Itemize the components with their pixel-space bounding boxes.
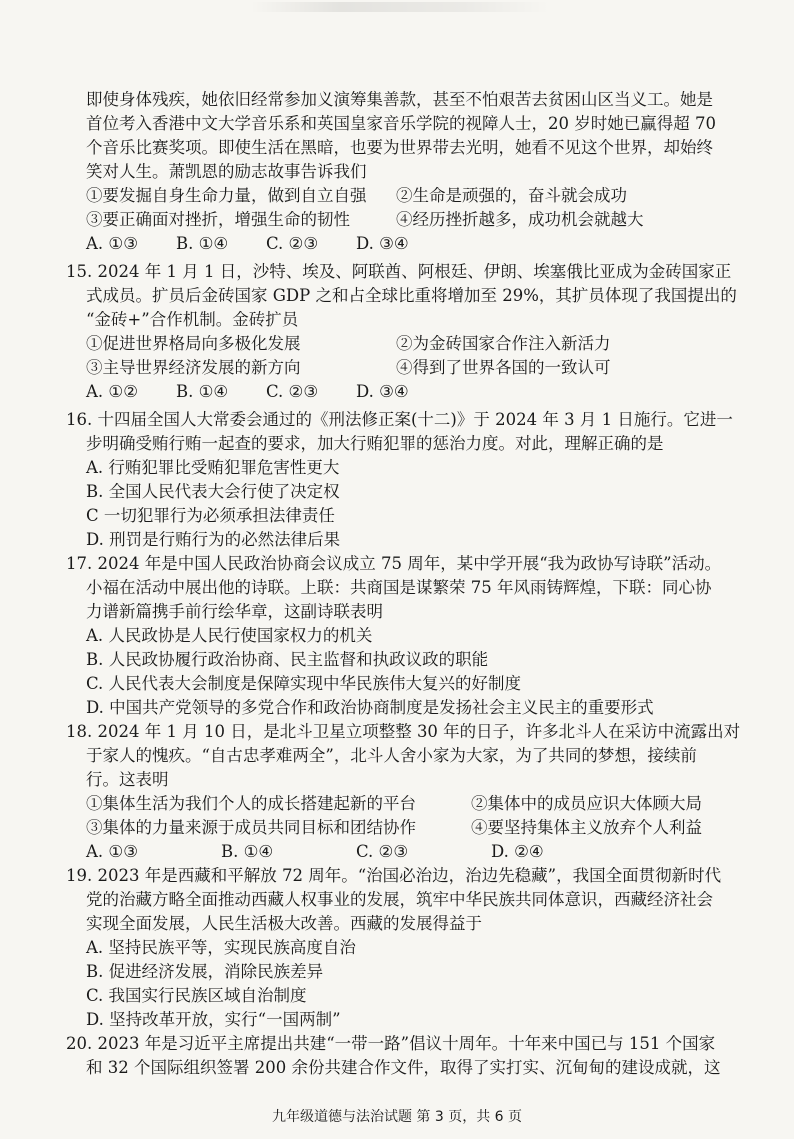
q18-choice-c[interactable]: C. ②③ bbox=[356, 842, 409, 861]
q18-choice-b[interactable]: B. ①④ bbox=[221, 842, 274, 861]
intro-line: 首位考入香港中文大学音乐系和英国皇家音乐学院的视障人士，20 岁时她已赢得超 70 bbox=[86, 114, 716, 133]
page-content bbox=[66, 88, 746, 1080]
q15-choice-d[interactable]: D. ③④ bbox=[356, 382, 409, 401]
q18-choice-d[interactable]: D. ②④ bbox=[491, 842, 544, 861]
q15-choice-b[interactable]: B. ①④ bbox=[176, 382, 229, 401]
q19-stem: 党的治藏方略全面推动西藏人权事业的发展，筑牢中华民族共同体意识，西藏经济社会 bbox=[86, 890, 713, 909]
q16-option-c[interactable]: C 一切犯罪行为必须承担法律责任 bbox=[86, 506, 335, 525]
q20-stem: 和 32 个国际组织签署 200 余份共建合作文件，取得了实打实、沉甸甸的建设成就，这 bbox=[86, 1058, 721, 1077]
q14-choice-a[interactable]: A. ①③ bbox=[86, 234, 138, 253]
q16-option-d[interactable]: D. 刑罚是行贿行为的必然法律后果 bbox=[86, 530, 341, 549]
intro-line: 笑对人生。萧凯恩的励志故事告诉我们 bbox=[86, 162, 367, 181]
q18-option: ③集体的力量来源于成员共同目标和团结协作 bbox=[86, 818, 416, 837]
intro-line: 个音乐比赛奖项。即使生活在黑暗，也要为世界带去光明，她看不见这个世界，却始终 bbox=[86, 138, 713, 157]
q17-stem: 小福在活动中展出他的诗联。上联：共商国是谋繁荣 75 年风雨铸辉煌，下联：同心协 bbox=[86, 578, 712, 597]
q18-options-row bbox=[86, 792, 746, 816]
q18-option: ①集体生活为我们个人的成长搭建起新的平台 bbox=[86, 794, 416, 813]
q16-option-b[interactable]: B. 全国人民代表大会行使了决定权 bbox=[86, 482, 340, 501]
q14-choice-c[interactable]: C. ②③ bbox=[266, 234, 319, 253]
q15-stem: 式成员。扩员后金砖国家 GDP 之和占全球比重将增加至 29%，其扩员体现了我国提出的 bbox=[86, 286, 737, 305]
q17-stem: 力谱新篇携手前行绘华章，这副诗联表明 bbox=[86, 602, 383, 621]
scan-artifact bbox=[250, 2, 550, 12]
q14-option: ①要发掘自身生命力量，做到自立自强 bbox=[86, 186, 367, 205]
q19-option-a[interactable]: A. 坚持民族平等，实现民族高度自治 bbox=[86, 938, 356, 957]
q14-option: ③要正确面对挫折，增强生命的韧性 bbox=[86, 210, 350, 229]
q17-option-a[interactable]: A. 人民政协是人民行使国家权力的机关 bbox=[86, 626, 373, 645]
q14-options-row bbox=[86, 184, 746, 208]
q17-stem: 17. 2024 年是中国人民政治协商会议成立 75 周年，某中学开展“我为政协写诗联”活动。 bbox=[66, 554, 722, 573]
intro-line: 即使身体残疾，她依旧经常参加义演筹集善款，甚至不怕艰苦去贫困山区当义工。她是 bbox=[86, 90, 713, 109]
q18-options-row bbox=[86, 816, 746, 840]
q17-option-b[interactable]: B. 人民政协履行政治协商、民主监督和执政议政的职能 bbox=[86, 650, 489, 669]
q15-stem: “金砖+”合作机制。金砖扩员 bbox=[86, 310, 299, 329]
q18-stem: 行。这表明 bbox=[86, 770, 169, 789]
q14-choice-b[interactable]: B. ①④ bbox=[176, 234, 229, 253]
q19-option-b[interactable]: B. 促进经济发展，消除民族差异 bbox=[86, 962, 324, 981]
q15-option: ④得到了世界各国的一致认可 bbox=[396, 358, 611, 377]
q15-choice-c[interactable]: C. ②③ bbox=[266, 382, 319, 401]
q19-option-c[interactable]: C. 我国实行民族区域自治制度 bbox=[86, 986, 307, 1005]
q19-stem: 19. 2023 年是西藏和平解放 72 周年。“治国必治边，治边先稳藏”，我国全面贯彻新时代 bbox=[66, 866, 722, 885]
q15-options-row bbox=[86, 356, 746, 380]
q18-stem: 18. 2024 年 1 月 10 日，是北斗卫星立项整整 30 年的日子，许多北斗人在采访中流露出对 bbox=[66, 722, 741, 741]
q15-option: ②为金砖国家合作注入新活力 bbox=[396, 334, 611, 353]
q14-choices bbox=[86, 232, 746, 256]
q17-option-c[interactable]: C. 人民代表大会制度是保障实现中华民族伟大复兴的好制度 bbox=[86, 674, 522, 693]
q15-stem: 15. 2024 年 1 月 1 日，沙特、埃及、阿联酋、阿根廷、伊朗、埃塞俄比亚成为金砖国家正 bbox=[66, 262, 732, 281]
q18-option: ②集体中的成员应识大体顾大局 bbox=[471, 794, 702, 813]
q15-options-row bbox=[86, 332, 746, 356]
q15-option: ③主导世界经济发展的新方向 bbox=[86, 358, 301, 377]
q20-stem: 20. 2023 年是习近平主席提出共建“一带一路”倡议十周年。十年来中国已与 151 个国家 bbox=[66, 1034, 716, 1053]
q14-choice-d[interactable]: D. ③④ bbox=[356, 234, 409, 253]
q18-choices bbox=[86, 840, 746, 864]
q15-choice-a[interactable]: A. ①② bbox=[86, 382, 138, 401]
q18-choice-a[interactable]: A. ①③ bbox=[86, 842, 138, 861]
q14-options-row bbox=[86, 208, 746, 232]
q15-option: ①促进世界格局向多极化发展 bbox=[86, 334, 301, 353]
page-footer: 九年级道德与法治试题 第 3 页，共 6 页 bbox=[271, 1109, 523, 1125]
q19-stem: 实现全面发展，人民生活极大改善。西藏的发展得益于 bbox=[86, 914, 482, 933]
q18-option: ④要坚持集体主义放弃个人利益 bbox=[471, 818, 702, 837]
q14-option: ④经历挫折越多，成功机会就越大 bbox=[396, 210, 644, 229]
q14-option: ②生命是顽强的，奋斗就会成功 bbox=[396, 186, 627, 205]
q16-option-a[interactable]: A. 行贿犯罪比受贿犯罪危害性更大 bbox=[86, 458, 340, 477]
q17-option-d[interactable]: D. 中国共产党领导的多党合作和政治协商制度是发扬社会主义民主的重要形式 bbox=[86, 698, 654, 717]
q15-choices bbox=[86, 380, 746, 404]
q18-stem: 于家人的愧疚。“自古忠孝难两全”，北斗人舍小家为大家，为了共同的梦想，接续前 bbox=[86, 746, 697, 765]
q19-option-d[interactable]: D. 坚持改革开放，实行“一国两制” bbox=[86, 1010, 341, 1029]
q16-stem: 16. 十四届全国人大常委会通过的《刑法修正案(十二)》于 2024 年 3 月 1 日施行。它进一 bbox=[66, 410, 733, 429]
q16-stem: 步明确受贿行贿一起查的要求，加大行贿犯罪的惩治力度。对此，理解正确的是 bbox=[86, 434, 664, 453]
